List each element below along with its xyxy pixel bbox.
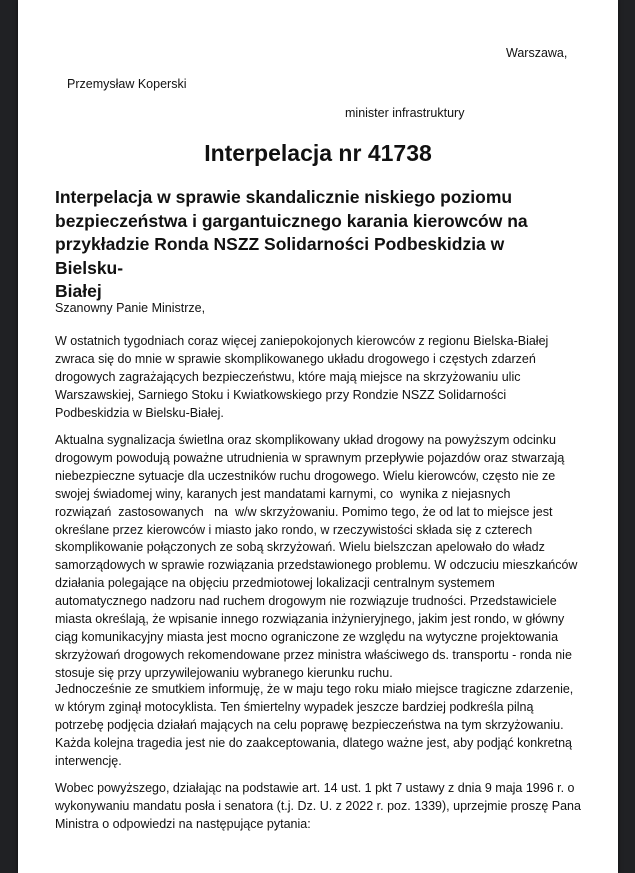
text-line: potrzebę podjęcia działań mających na celu poprawę bezpieczeństwa na tym skrzyżowaniu. bbox=[55, 717, 564, 732]
subject-line: Białej bbox=[55, 281, 102, 301]
text-line: Ministra o odpowiedzi na następujące pytania: bbox=[55, 816, 311, 831]
text-line: w którym zginął motocyklista. Ten śmiertelny wypadek jeszcze bardziej podkreśla pilną bbox=[55, 699, 534, 714]
text-line: Podbeskidzia w Bielsku-Białej. bbox=[55, 405, 224, 420]
text-line: zwraca się do mnie w sprawie skomplikowanego układu drogowego i częstych zdarzeń bbox=[55, 351, 536, 366]
text-line: stosuje się przy uprzywilejowaniu wybranego kierunku ruchu. bbox=[55, 665, 393, 680]
text-line: określane przez kierowców i miasto jako rondo, w rzeczywistości składa się z czterech bbox=[55, 522, 533, 537]
sender-name: Przemysław Koperski bbox=[67, 77, 187, 91]
subject-heading bbox=[55, 186, 575, 304]
text-line: działania polegające na objęciu przedmiotowej lokalizacji centralnym systemem bbox=[55, 576, 495, 591]
text-line: samorządowych w sprawie rozwiązania przedstawionego problemu. W odczuciu mieszkańców bbox=[55, 558, 578, 573]
text-line: skrzyżowań drogowych rekomendowane przez ministra właściwego ds. transportu - ronda nie bbox=[55, 647, 572, 662]
greeting: Szanowny Panie Ministrze, bbox=[55, 301, 206, 315]
paragraph-1 bbox=[55, 333, 589, 423]
text-line: automatycznego nadzoru nad ruchem drogowym nie rozwiązuje trudności. Przedstawiciele bbox=[55, 594, 557, 609]
subject-line: bezpieczeństwa i gargantuicznego karania kierowców na bbox=[55, 210, 528, 231]
text-line: miasta określają, że wpisanie innego rozwiązania inżynieryjnego, jakim jest rondo, w główny bbox=[55, 612, 565, 627]
text-line: W ostatnich tygodniach coraz więcej zaniepokojonych kierowców z regionu Bielska-Białej bbox=[55, 334, 549, 348]
text-line: drogowym powodują poważne utrudnienia w sprawnym przepływie pojazdów oraz stwarzają bbox=[55, 450, 565, 465]
text-line: interwencję. bbox=[55, 753, 122, 768]
text-line: swojej świadomej winy, karanych jest mandatami karnymi, co wynika z niejasnych bbox=[55, 486, 511, 501]
text-line: Wobec powyższego, działając na podstawie art. 14 ust. 1 pkt 7 ustawy z dnia 9 maja 1996 r. o bbox=[55, 781, 575, 795]
text-line: Jednocześnie ze smutkiem informuję, że w maju tego roku miało miejsce tragiczne zdarzenie, bbox=[55, 682, 574, 696]
text-line: rozwiązań zastosowanych na w/w skrzyżowaniu. Pomimo tego, że od lat to miejsce jest bbox=[55, 504, 553, 519]
paragraph-2 bbox=[55, 432, 589, 683]
recipient: minister infrastruktury bbox=[345, 106, 465, 120]
subject-line: Interpelacja w sprawie skandalicznie niskiego poziomu bbox=[55, 187, 513, 207]
paragraph-4 bbox=[55, 780, 589, 834]
document-title: Interpelacja nr 41738 bbox=[204, 140, 432, 166]
text-line: skomplikowanie połączonych ze sobą skrzyżowań. Wielu bielszczan apelowało do władz bbox=[55, 540, 545, 555]
text-line: ciąg komunikacyjny miasta jest mocno ograniczone ze względu na wytyczne projektowania bbox=[55, 629, 559, 644]
text-line: Warszawskiej, Sarniego Stoku i Kwiatkowskiego przy Rondzie NSZZ Solidarności bbox=[55, 387, 507, 402]
text-line: Aktualna sygnalizacja świetlna oraz skomplikowany układ drogowy na powyższym odcinku bbox=[55, 433, 556, 447]
text-line: Każda kolejna tragedia jest nie do zaakceptowania, dlatego ważne jest, aby podjąć konkretną bbox=[55, 735, 573, 750]
paragraph-3 bbox=[55, 681, 589, 771]
city-date: Warszawa, bbox=[506, 46, 568, 60]
text-line: drogowych zagrażających bezpieczeństwu, które mają miejsce na skrzyżowaniu ulic bbox=[55, 369, 521, 384]
text-line: niebezpieczne sytuacje dla uczestników ruchu drogowego. Wielu kierowców, często nie ze bbox=[55, 468, 556, 483]
document-page bbox=[18, 0, 618, 873]
text-line: wykonywaniu mandatu posła i senatora (t.j. Dz. U. z 2022 r. poz. 1339), uprzejmie proszę Pana bbox=[55, 798, 581, 813]
subject-line: przykładzie Ronda NSZZ Solidarności Podbeskidzia w Bielsku- bbox=[55, 234, 505, 278]
